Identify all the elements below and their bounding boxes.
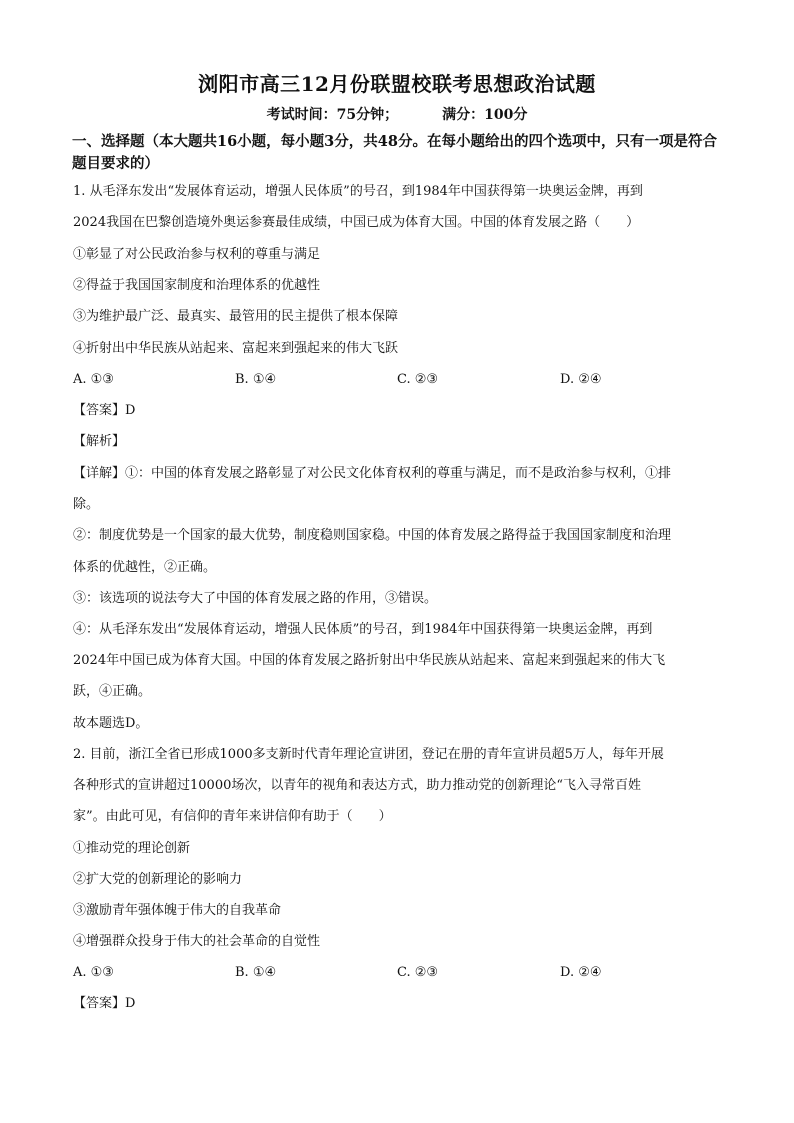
q1-analysis-label: 【解析】 — [73, 434, 126, 449]
q1-option-c: C. ②③ — [397, 372, 439, 387]
q1-detail-2: 除。 — [73, 497, 100, 512]
answer-label: 【答案】 — [73, 403, 126, 418]
q1-option-a: A. ①③ — [73, 372, 114, 387]
q2-item-3: ③激励青年强体魄于伟大的自我革命 — [73, 903, 282, 918]
answer-value: D — [125, 996, 136, 1011]
q1-detail-9: 故本题选D。 — [73, 716, 149, 731]
q1-option-b: B. ①④ — [235, 372, 277, 387]
q1-detail-7: 2024年中国已成为体育大国。中国的体育发展之路折射出中华民族从站起来、富起来到强起来的伟大飞 — [73, 653, 666, 668]
q1-detail-4: 体系的优越性，②正确。 — [73, 560, 217, 575]
answer-value: D — [125, 403, 136, 418]
exam-time: 考试时间：75分钟； — [266, 107, 399, 123]
q2-item-2: ②扩大党的创新理论的影响力 — [73, 872, 243, 887]
exam-info — [0, 104, 794, 124]
q2-stem-line-3: 家”。由此可见，有信仰的青年来讲信仰有助于（ ） — [73, 809, 392, 824]
section-heading: 一、选择题（本大题共16小题，每小题3分，共48分。在每小题给出的四个选项中，只有一项是符合题目要求的） — [72, 133, 717, 172]
answer-label: 【答案】 — [73, 996, 126, 1011]
q1-detail-8: 跃，④正确。 — [73, 684, 152, 699]
page-title: 浏阳市高三12月份联盟校联考思想政治试题 — [198, 72, 596, 96]
q2-stem-line-1: 2. 目前，浙江全省已形成1000多支新时代青年理论宣讲团，登记在册的青年宣讲员超5万人，每年开展 — [73, 747, 664, 762]
exam-score: 满分：100分 — [442, 107, 528, 123]
q1-stem-line-2: 2024我国在巴黎创造境外奥运参赛最佳成绩，中国已成为体育大国。中国的体育发展之路（ ） — [73, 215, 640, 230]
q1-option-d: D. ②④ — [560, 372, 602, 387]
q1-item-2: ②得益于我国国家制度和治理体系的优越性 — [73, 278, 321, 293]
q2-option-d: D. ②④ — [560, 965, 602, 980]
q1-detail-3: ②：制度优势是一个国家的最大优势，制度稳则国家稳。中国的体育发展之路得益于我国国家制度和治理 — [73, 528, 672, 543]
q2-answer — [73, 994, 723, 1014]
q2-item-1: ①推动党的理论创新 — [73, 841, 191, 856]
q2-option-a: A. ①③ — [73, 965, 114, 980]
q1-item-1: ①彰显了对公民政治参与权利的尊重与满足 — [73, 247, 321, 262]
q2-item-4: ④增强群众投身于伟大的社会革命的自觉性 — [73, 934, 321, 949]
q2-stem-line-2: 各种形式的宣讲超过10000场次，以青年的视角和表达方式，助力推动党的创新理论“飞入寻常百姓 — [73, 778, 642, 793]
q1-detail-1: 【详解】①：中国的体育发展之路彰显了对公民文化体育权利的尊重与满足，而不是政治参与权利，①排 — [73, 466, 672, 481]
q2-option-c: C. ②③ — [397, 965, 439, 980]
q1-stem-line-1: 1. 从毛泽东发出“发展体育运动，增强人民体质”的号召，到1984年中国获得第一块奥运金牌，再到 — [73, 184, 643, 199]
q1-item-4: ④折射出中华民族从站起来、富起来到强起来的伟大飞跃 — [73, 341, 399, 356]
q2-option-b: B. ①④ — [235, 965, 277, 980]
q1-item-3: ③为维护最广泛、最真实、最管用的民主提供了根本保障 — [73, 309, 399, 324]
q1-detail-6: ④：从毛泽东发出“发展体育运动，增强人民体质”的号召，到1984年中国获得第一块奥运金牌，再到 — [73, 622, 653, 637]
q1-detail-5: ③：该选项的说法夸大了中国的体育发展之路的作用，③错误。 — [73, 591, 438, 606]
q1-answer — [73, 401, 723, 421]
